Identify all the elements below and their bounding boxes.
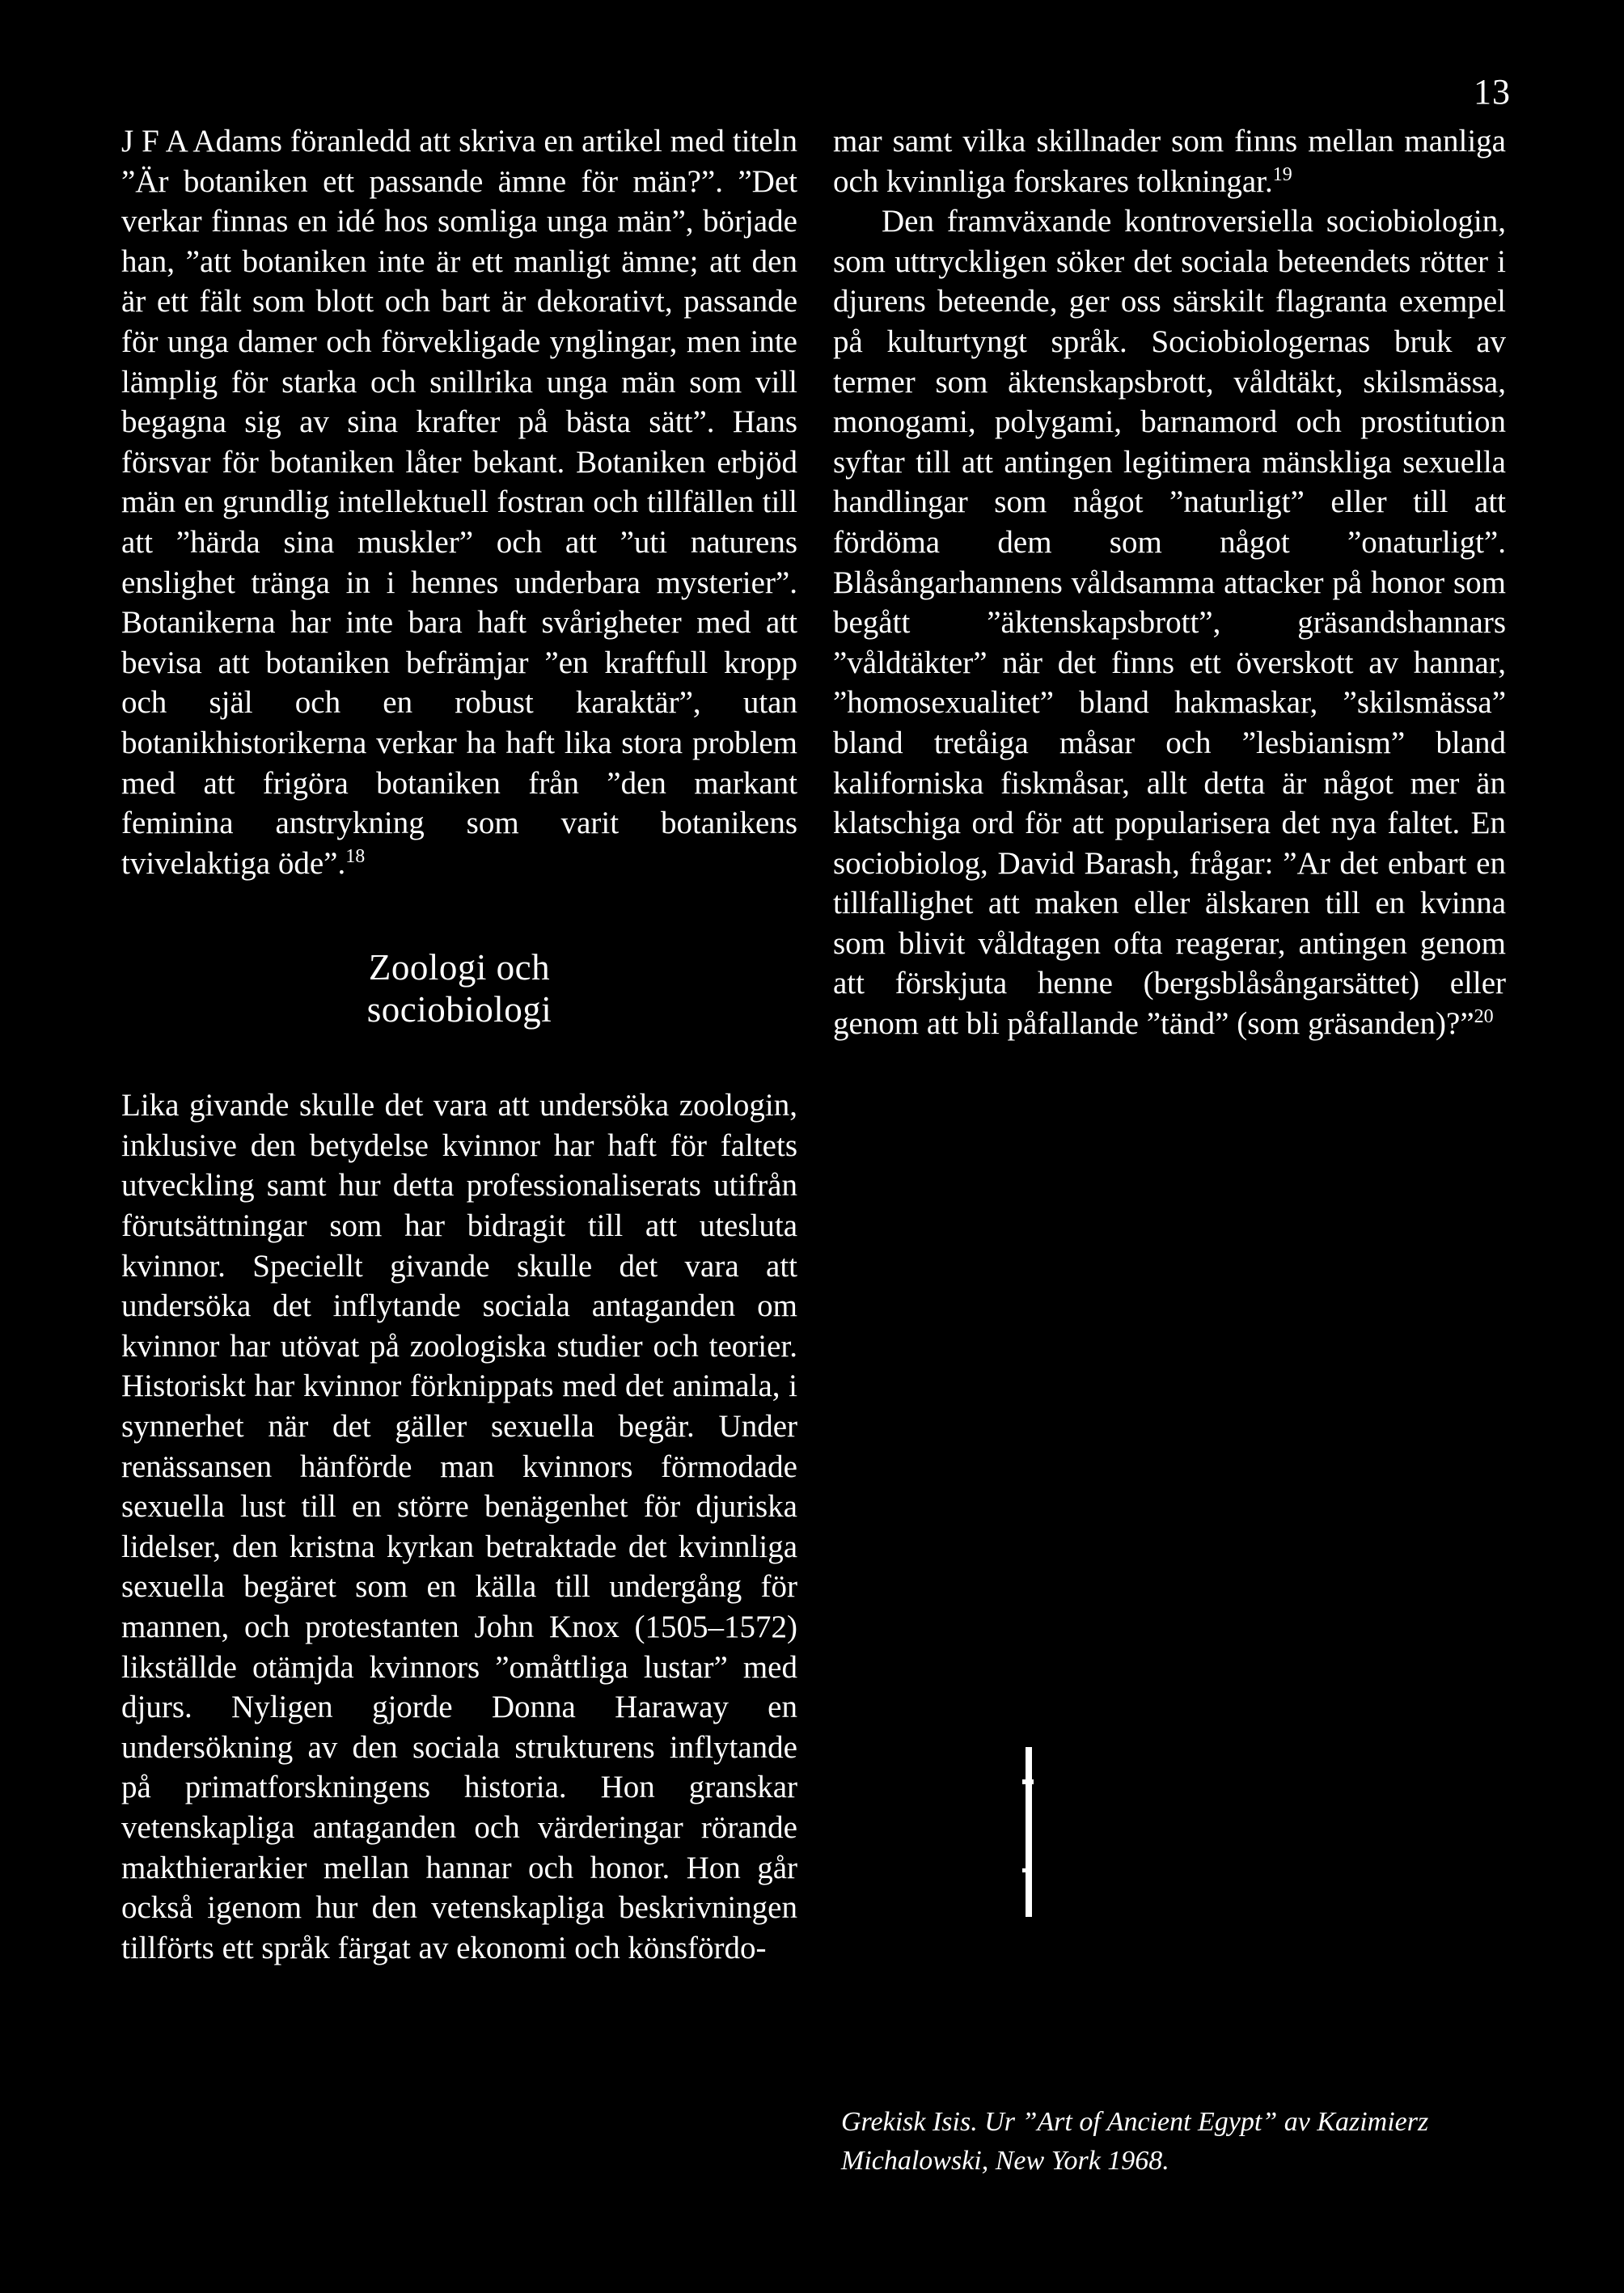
section-heading bbox=[121, 946, 797, 1030]
page-number: 13 bbox=[1474, 72, 1511, 112]
footnote-marker: 19 bbox=[1272, 163, 1292, 185]
figure-caption bbox=[841, 2103, 1520, 2181]
caption-line: Michalowski, New York 1968. bbox=[841, 2146, 1169, 2176]
body-paragraph bbox=[121, 121, 797, 883]
body-paragraph: Lika givande skulle det vara att undersöka zoologin, inklusive den betydelse kvinnor har haft för faltets utveckling samt hur detta professionaliserats utifrån förutsättningar som har bidragit till att utesluta kvinnor. Speciellt givande skulle det vara att undersöka det inflytande sociala antaganden om kvinnor har utövat på zoologiska studier och teorier. Historiskt har kvinnor förknippats med det animala, i synnerhet när det gäller sexuella begär. Under renässansen hänförde man kvinnors förmodade sexuella lust till en större benägenhet för djuriska lidelser, den kristna kyrkan betraktade det kvinnliga sexuella begäret som en källa till undergång för mannen, och protestanten John Knox (1505–1572) likställde otämjda kvinnors ”omåttliga lustar” med djurs. Nyligen gjorde Donna Haraway en undersökning av den sociala strukturens inflytande på primatforskningens historia. Hon granskar vetenskapliga antaganden och värderingar rörande makthierarkier mellan hannar och honor. Hon går också igenom hur den vetenskapliga beskrivningen tillförts ett språk färgat av ekonomi och könsfördo- bbox=[121, 1088, 797, 1965]
figure-image bbox=[1026, 1747, 1032, 1917]
body-paragraph bbox=[833, 201, 1506, 1043]
footnote-marker: 18 bbox=[345, 845, 366, 867]
left-column bbox=[121, 121, 797, 1968]
footnote-marker: 20 bbox=[1474, 1006, 1494, 1028]
right-column bbox=[833, 121, 1506, 1044]
section-heading-line: Zoologi och bbox=[368, 947, 551, 988]
body-paragraph bbox=[833, 121, 1506, 201]
caption-line: Grekisk Isis. Ur ”Art of Ancient Egypt” av Kazimierz bbox=[841, 2107, 1429, 2137]
paragraph-text: Den framväxande kontroversiella sociobiologin, som uttryckligen söker det sociala beteendets rötter i djurens beteende, ger oss särskilt flagranta exempel på kulturtyngt språk. Sociobiologernas bruk av termer som äktenskapsbrott, våldtäkt, skilsmässa, monogami, polygami, barnamord och prostitution syftar till att antingen legitimera mänskliga sexuella handlingar som något ”naturligt” eller till att fördöma dem som något ”onaturligt”. Blåsångarhannens våldsamma attacker på honor som begått ”äktenskapsbrott”, gräsandshannars ”våldtäkter” när det finns ett överskott av hannar, ”homosexualitet” bland hakmaskar, ”skilsmässa” bland tretåiga måsar och ”lesbianism” bland kaliforniska fiskmåsar, allt detta är något mer än klatschiga ord för att popularisera det nya faltet. En sociobiolog, David Barash, frågar: ”Ar det enbart en tillfallighet att maken eller älskaren till en kvinna som blivit våldtagen ofta reagerar, antingen genom att förskjuta henne (bergsblåsångarsättet) eller genom att bli påfallande ”tänd” (som gräsanden)?” bbox=[833, 204, 1506, 1042]
paragraph-text: J F A Adams föranledd att skriva en artikel med titeln ”Är botaniken ett passande ämne för män?”. ”Det verkar finnas en idé hos somliga unga män”, började han, ”att botaniken inte är ett manligt ämne; att den är ett fält som blott och bart är dekorativt, passande för unga damer och förvekligade ynglingar, men inte lämplig för starka och snillrika unga män som vill begagna sig av sina krafter på bästa sätt”. Hans försvar för botaniken låter bekant. Botaniken erbjöd män en grundlig intellektuell fostran och tillfällen till att ”härda sina muskler” och att ”uti naturens enslighet tränga in i hennes underbara mysterier”. Botanikerna har inte bara haft svårigheter med att bevisa att botaniken befrämjar ”en kraftfull kropp och själ och en robust karaktär”, utan botanikhistorikerna verkar ha haft lika stora problem med att frigöra botaniken från ”den markant feminina anstrykning som varit botanikens tvivelaktiga öde”. bbox=[121, 124, 797, 881]
section-heading-line: sociobiologi bbox=[366, 989, 552, 1030]
paragraph-text: mar samt vilka skillnader som finns mellan manliga och kvinnliga forskares tolkningar. bbox=[833, 124, 1506, 199]
